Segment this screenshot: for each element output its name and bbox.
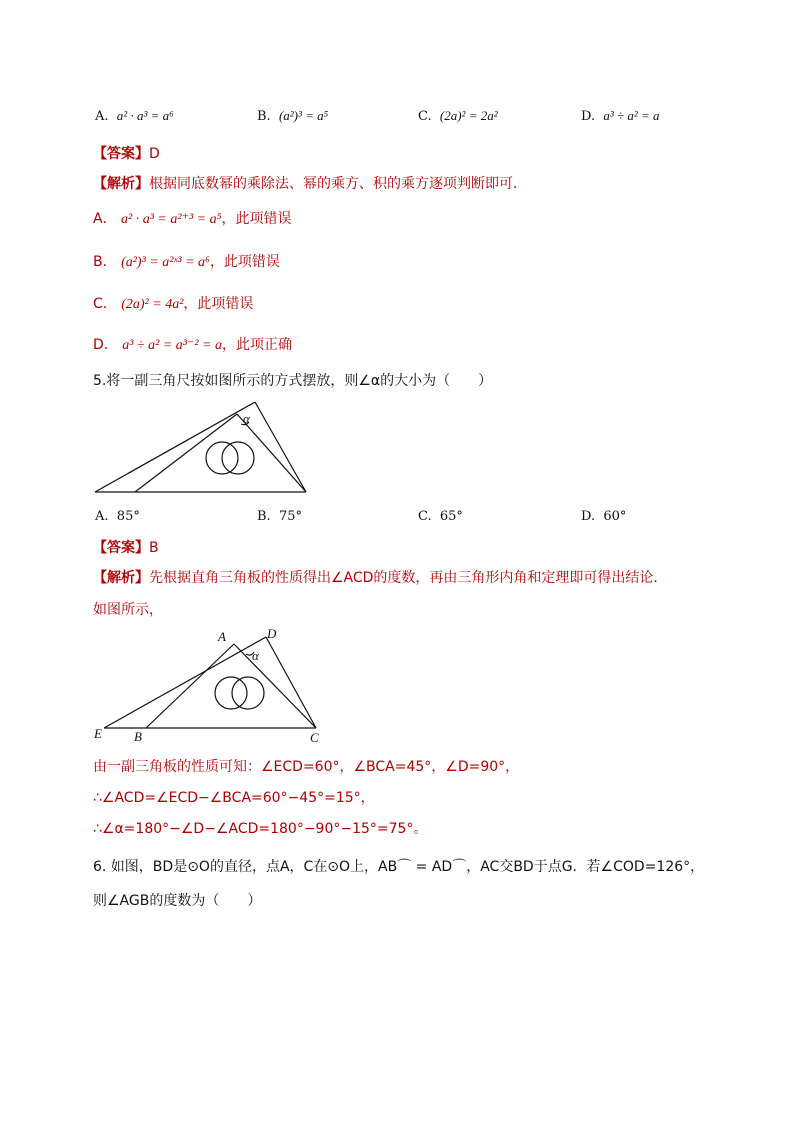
triangle-edge <box>234 644 316 728</box>
answer-tag: 【答案】 <box>93 540 149 556</box>
q6-line-1: 6. 如图，BD是⊙O的直径，点A，C在⊙O上，AB⌒ = AD⌒，AC交BD于点G．若∠COD=126°， <box>93 859 705 875</box>
triangle-edge <box>146 644 234 728</box>
step-expression: a³ ÷ a² = a³⁻² = a <box>122 338 222 353</box>
step-note: ，此项正确 <box>222 337 292 353</box>
triangle-edge <box>266 637 316 728</box>
q5-reason-1: 由一副三角板的性质可知：∠ECD=60°，∠BCA=45°，∠D=90°， <box>93 759 520 775</box>
option-letter: B. <box>257 109 271 124</box>
q5-solution-figure <box>90 624 330 746</box>
analysis-tag: 【解析】 <box>93 570 149 586</box>
q4-step-b <box>93 252 280 273</box>
option-value: 60° <box>603 509 627 524</box>
circle <box>215 677 247 709</box>
q5-reason-2: ∴∠ACD=∠ECD−∠BCA=60°−45°=15°， <box>93 790 375 806</box>
option-letter: A. <box>95 509 109 524</box>
q5-option-d <box>581 507 626 527</box>
q4-step-c <box>93 294 253 315</box>
answer-tag: 【答案】 <box>93 146 149 162</box>
q4-option-d <box>581 106 660 127</box>
step-note: ，此项错误 <box>209 254 280 270</box>
step-expression: a² · a³ = a²⁺³ = a⁵ <box>121 212 222 227</box>
q5-reason-3: ∴∠α=180°−∠D−∠ACD=180°−90°−15°=75°。 <box>93 821 428 837</box>
step-letter: C． <box>93 296 117 312</box>
q4-option-a <box>95 106 174 127</box>
option-expression: a² · a³ = a⁶ <box>116 108 174 123</box>
q5-stem: 5.将一副三角尺按如图所示的方式摆放，则∠α的大小为（ ） <box>93 373 493 389</box>
option-letter: D. <box>581 509 596 524</box>
step-letter: B． <box>93 254 117 270</box>
analysis-text: 根据同底数幂的乘除法、幂的乘方、积的乘方逐项判断即可． <box>149 176 527 192</box>
analysis-text: 先根据直角三角板的性质得出∠ACD的度数，再由三角形内角和定理即可得出结论． <box>149 570 668 586</box>
q4-step-a <box>93 209 291 230</box>
answer-value: B <box>149 540 159 556</box>
answer-value: D <box>149 146 160 162</box>
step-letter: A． <box>93 211 117 227</box>
q4-option-b <box>257 106 328 127</box>
option-letter: B. <box>257 509 271 524</box>
q4-step-d <box>93 335 292 356</box>
analysis-tag: 【解析】 <box>93 176 149 192</box>
triangle-edge <box>95 402 255 492</box>
alpha-label: α <box>252 648 259 663</box>
step-letter: D． <box>93 337 118 353</box>
triangle-edge <box>255 402 306 492</box>
q4-option-c <box>418 106 498 127</box>
option-expression: a³ ÷ a² = a <box>603 108 660 123</box>
step-note: ，此项错误 <box>183 296 254 312</box>
option-expression: (a²)³ = a⁵ <box>278 108 329 123</box>
option-expression: (2a)² = 2a² <box>439 108 498 123</box>
q5-answer <box>93 538 159 558</box>
option-value: 75° <box>278 509 302 524</box>
q5-option-c <box>418 507 463 527</box>
circle <box>232 677 264 709</box>
triangle-edge <box>104 637 266 728</box>
label-e: E <box>94 726 102 741</box>
option-letter: C. <box>418 509 432 524</box>
label-b: B <box>134 729 142 744</box>
q4-analysis <box>93 174 527 194</box>
option-value: 85° <box>116 509 140 524</box>
q4-answer <box>93 144 160 164</box>
step-expression: (2a)² = 4a² <box>121 297 184 312</box>
step-note: ，此项错误 <box>221 211 292 227</box>
label-c: C <box>310 730 319 745</box>
label-a: A <box>218 629 226 644</box>
q5-as-shown: 如图所示， <box>93 602 163 618</box>
q5-analysis <box>93 568 667 588</box>
alpha-label: α <box>243 411 250 426</box>
q5-figure <box>90 396 315 498</box>
q5-option-a <box>95 507 140 527</box>
q5-option-b <box>257 507 302 527</box>
q6-line-2: 则∠AGB的度数为（ ） <box>93 893 262 909</box>
option-letter: D. <box>581 109 596 124</box>
option-value: 65° <box>439 509 463 524</box>
label-d: D <box>267 626 277 641</box>
option-letter: A. <box>95 109 109 124</box>
step-expression: (a²)³ = a²ˣ³ = a⁶ <box>121 255 210 270</box>
triangle-edge <box>135 414 237 492</box>
option-letter: C. <box>418 109 432 124</box>
